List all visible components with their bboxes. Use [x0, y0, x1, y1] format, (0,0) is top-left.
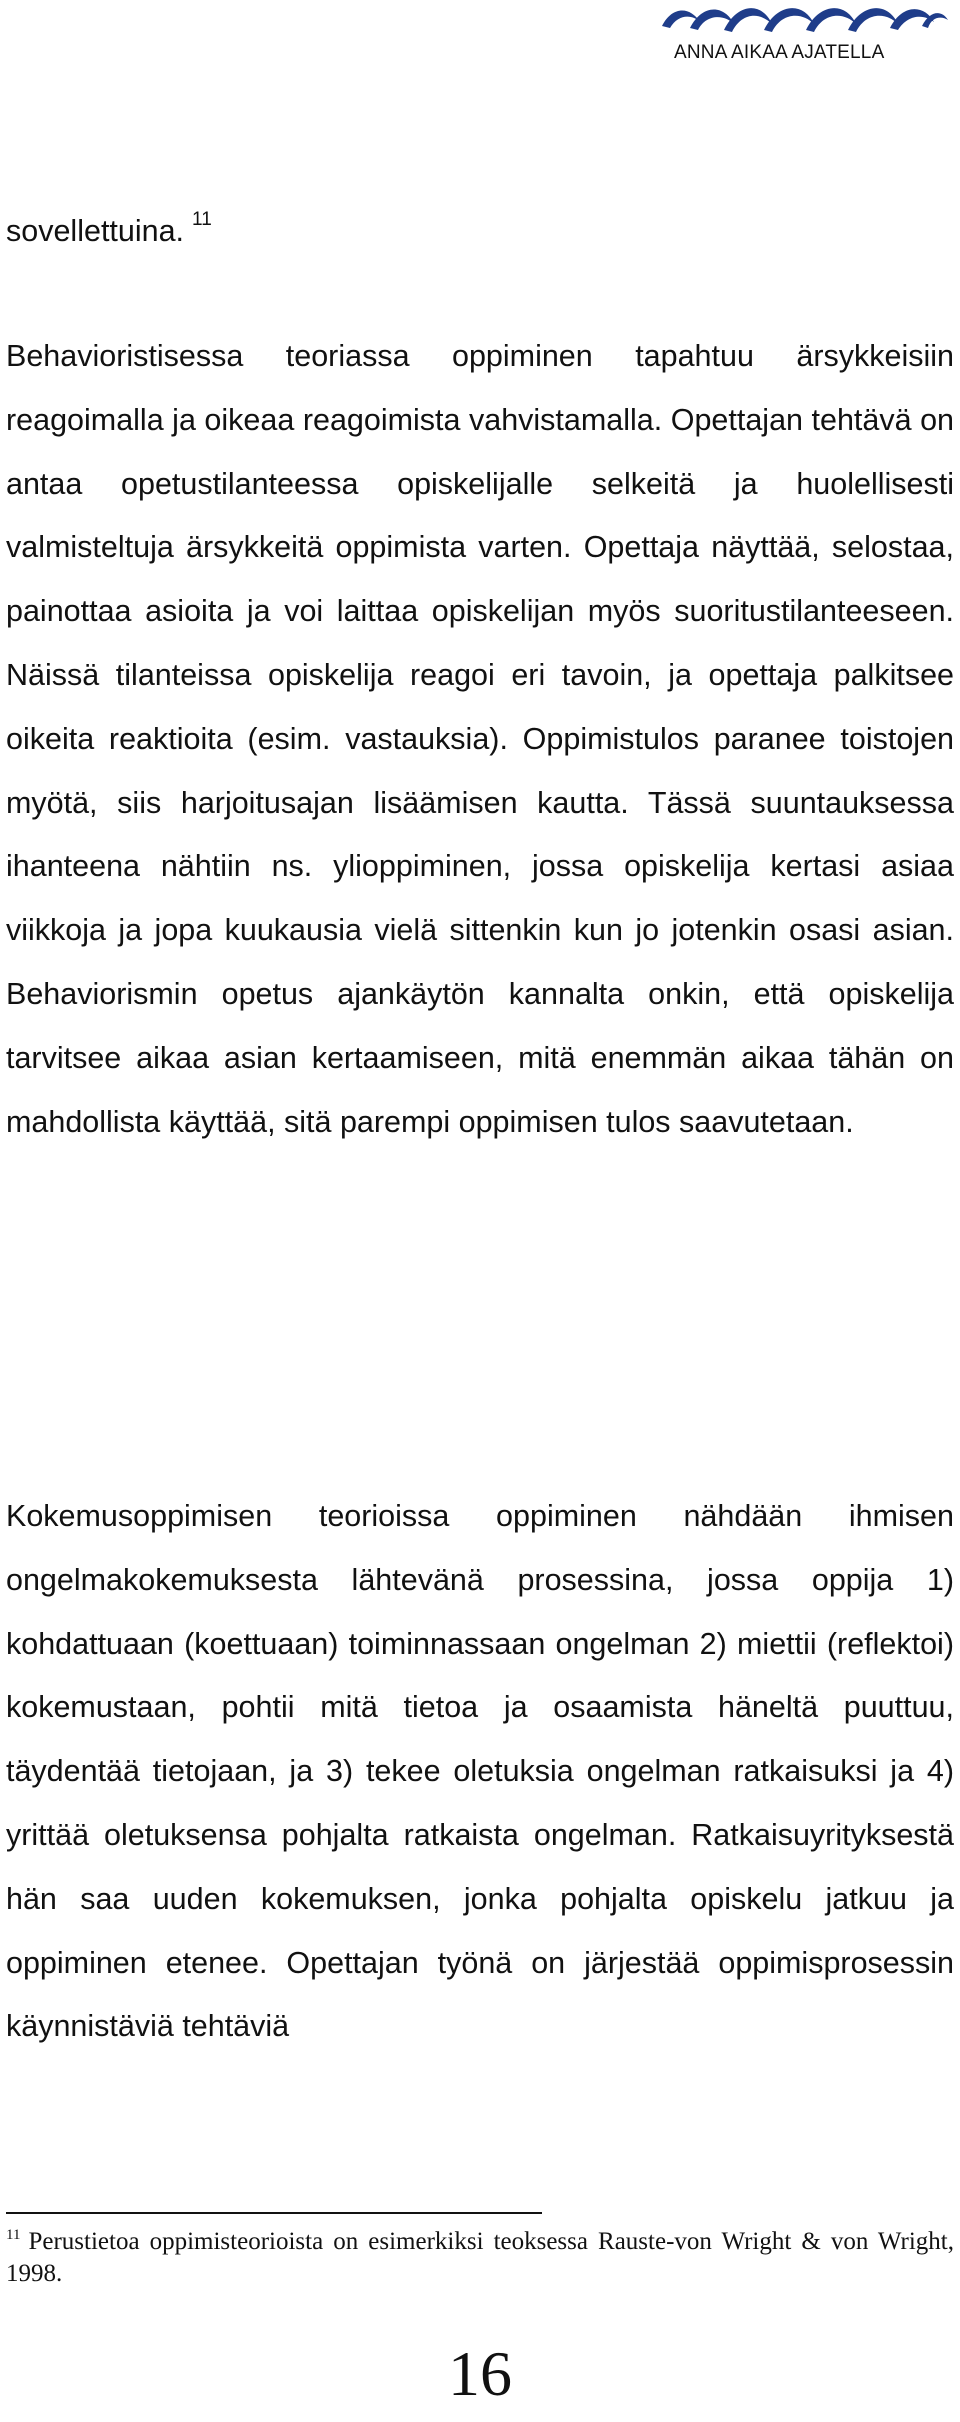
footnote-divider [6, 2212, 542, 2214]
header-title: ANNA AIKAA AJATELLA [674, 42, 885, 63]
footnote-text: Perustietoa oppimisteorioista on esimerkiksi teoksessa Rauste-von Wright & von Wright, 1998. [6, 2228, 954, 2287]
footnote-reference[interactable]: 11 [192, 209, 212, 230]
paragraph-behaviorism: Behavioristisessa teoriassa oppiminen tapahtuu ärsykkeisiin reagoimalla ja oikeaa reagoimista vahvistamalla. Opettajan tehtävä on antaa opetustilanteessa opiskelijalle selkeitä ja huolellisesti valmisteltuja ärsykkeitä oppimista varten. Opettaja näyttää, selostaa, painottaa asioita ja voi laittaa opiskelijan myös suoritustilanteeseen. Näissä tilanteissa opiskelija reagoi eri tavoin, ja opettaja palkitsee oikeita reaktioita (esim. vastauksia). Oppimistulos paranee toistojen myötä, siis harjoitusajan lisäämisen kautta. Tässä suuntauksessa ihanteena nähtiin ns. ylioppiminen, jossa opiskelija kertasi asiaa viikkoja ja jopa kuukausia vielä sittenkin kun jo jotenkin osasi asian. Behaviorismin opetus ajankäytön kannalta onkin, että opiskelija tarvitsee aikaa asian kertaamiseen, mitä enemmän aikaa tähän on mahdollista käyttää, sitä parempi oppimisen tulos saavutetaan. [6, 339, 954, 1139]
footnote [6, 2226, 954, 2290]
wave-logo-icon [660, 2, 950, 42]
page-header [630, 0, 960, 70]
intro-text: sovellettuina. [6, 214, 185, 248]
page-number: 16 [448, 2338, 512, 2409]
paragraph-experiential-learning: Kokemusoppimisen teorioissa oppiminen nähdään ihmisen ongelmakokemuksesta lähtevänä prosessina, jossa oppija 1) kohdattuaan (koettuaan) toiminnassaan ongelman 2) miettii (reflektoi) kokemustaan, pohtii mitä tietoa ja osaamista häneltä puuttuu, täydentää tietojaan, ja 3) tekee oletuksia ongelman ratkaisuksi ja 4) yrittää oletuksensa pohjalta ratkaista ongelman. Ratkaisuyrityksestä hän saa uuden kokemuksen, jonka pohjalta opiskelu jatkuu ja oppiminen etenee. Opettajan työnä on järjestää oppimisprosessin käynnistäviä tehtäviä [6, 1499, 954, 2044]
intro-line [6, 200, 954, 264]
footnote-number: 11 [6, 2227, 21, 2243]
